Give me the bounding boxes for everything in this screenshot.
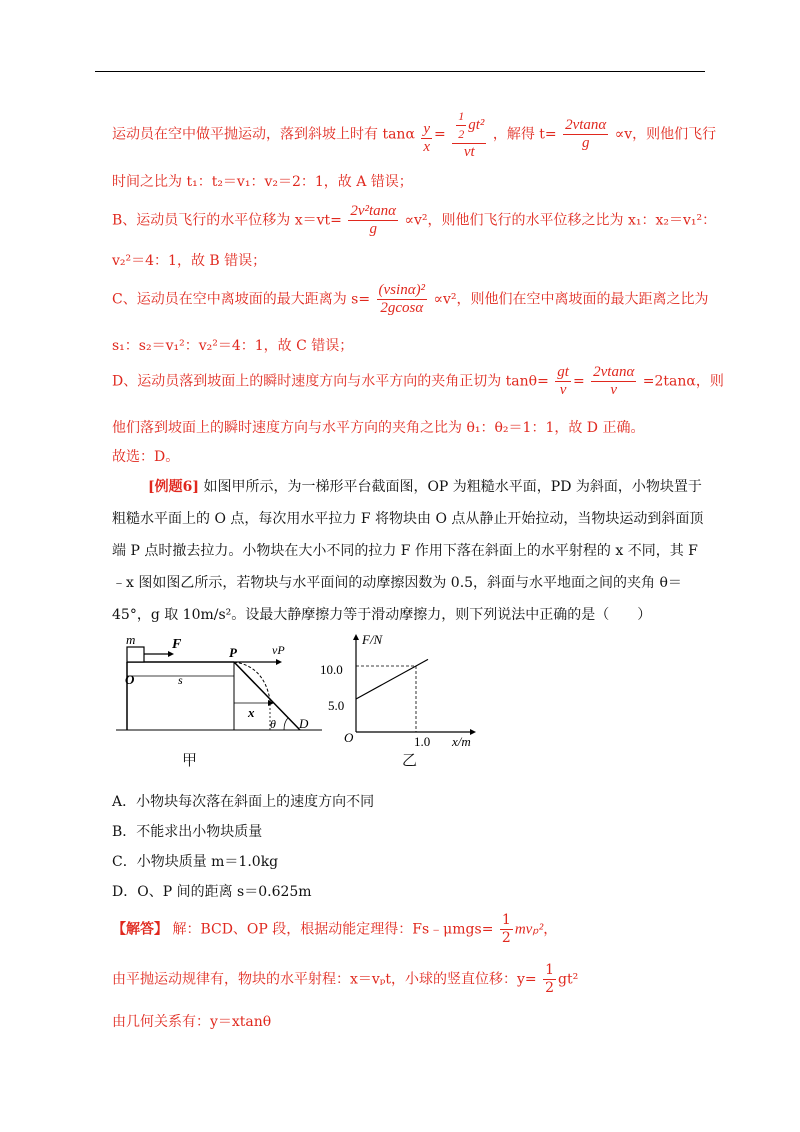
text: gt²: [558, 971, 579, 988]
solution-line-3: 由几何关系有：y＝xtanθ: [112, 1014, 272, 1030]
numerator: 1: [501, 912, 511, 928]
x-axis-label: x/m: [452, 734, 471, 749]
text: 如图甲所示，为一梯形平台截面图，OP 为粗糙水平面，PD 为斜面，小物块置于: [203, 479, 702, 495]
label-F: F: [172, 637, 182, 652]
fraction-2vtan-over-v: [591, 364, 636, 399]
fraction-y-over-x: [421, 121, 432, 156]
y-axis-label: F/N: [362, 632, 383, 647]
numerator: 2vtanα: [593, 364, 635, 380]
fraction-x: [348, 203, 398, 238]
numerator: 1: [545, 962, 555, 978]
label-theta: θ: [270, 717, 276, 731]
example-tag: [例题6]: [148, 479, 199, 495]
numerator: (vsinα)²: [378, 282, 426, 298]
numerator: 2vtanα: [565, 117, 607, 133]
fraction-t: [563, 117, 608, 152]
text: C、运动员在空中离坡面的最大距离为 s=: [112, 291, 371, 308]
text: D、运动员落到坡面上的瞬时速度方向与水平方向的夹角正切为 tanθ=: [112, 373, 549, 390]
denominator: 2gcosα: [380, 300, 424, 316]
text: ，解得 t=: [492, 126, 557, 143]
denominator: g: [581, 135, 590, 151]
text: ∝v，则他们飞行: [614, 126, 717, 143]
label-m: m: [126, 632, 136, 647]
answer-line-1: 运动员在空中做平抛运动，落到斜坡上时有 tanα $\frac{y}{x}$ = $\frac{1}{2}$ gt² vt ，解得 t= $\frac{2vtan\alpha}{g}$ ∝v，则他们飞行: [112, 109, 717, 160]
label-D: D: [299, 716, 309, 731]
answer-line-6: s₁：s₂＝v₁²：v₂²＝4：1，故 C 错误；: [112, 338, 354, 354]
example6-line-2: 粗糙水平面上的 O 点，每次用水平拉力 F 将物块由 O 点从静止开始拉动，当物块运动到斜面顶: [112, 511, 704, 527]
label-vP: vP: [272, 643, 285, 657]
mvp2: mvₚ²: [514, 921, 544, 938]
inner-num: 1: [456, 108, 466, 126]
fraction-half: [500, 912, 513, 947]
answer-line-7: D、运动员落到坡面上的瞬时速度方向与水平方向的夹角正切为 tanθ= $\frac{gt}{v}$ = $\frac{2vtan\alpha}{v}$ =2tanα，则: [112, 364, 724, 398]
gt2: gt²: [468, 116, 485, 133]
vp-arrowhead: [276, 659, 282, 665]
denominator: g: [369, 221, 377, 237]
denominator: 2: [501, 930, 511, 946]
text: 解：BCD、OP 段，根据动能定理得：Fs﹣μmgs=: [172, 921, 494, 938]
label-s: s: [178, 673, 183, 687]
denominator: x: [423, 139, 431, 155]
inner-den: 2: [458, 127, 465, 141]
header-rule: [95, 71, 705, 72]
text: ∝v²，则他们飞行的水平位移之比为 x₁：x₂＝v₁²：: [404, 212, 717, 229]
text: =2tanα，则: [642, 373, 724, 390]
numerator: 2v²tanα: [350, 203, 397, 219]
denominator: v: [610, 382, 618, 398]
block-m: [127, 647, 144, 662]
example6-line-4: ﹣x 图如图乙所示，若物块与水平面间的动摩擦因数为 0.5，斜面与水平地面之间的夹角 θ＝: [112, 575, 682, 591]
y-tick-10: 10.0: [320, 662, 343, 677]
example6-line-3: 端 P 点时撤去拉力。小物块在大小不同的拉力 F 作用下落在斜面上的水平射程的 x 不同，其 F: [112, 543, 698, 559]
solution-tag: 【解答】: [112, 921, 168, 938]
figure-jia: [116, 632, 322, 731]
figure-yi-graph: [320, 632, 476, 749]
text: ∝v²，则他们在空中离坡面的最大距离之比为: [433, 291, 709, 308]
caption-yi: 乙: [402, 751, 418, 769]
text: ，: [543, 921, 558, 938]
label-x: x: [248, 705, 255, 720]
numerator: gt: [557, 364, 569, 380]
example6-line-5: 45°，g 取 10m/s²。设最大静摩擦力等于滑动摩擦力，则下列说法中正确的是（ ）: [112, 607, 652, 623]
text: B、运动员飞行的水平位移为 x＝vt=: [112, 212, 342, 229]
option-c: C．小物块质量 m＝1.0kg: [112, 854, 279, 870]
fraction-half-gt2-over-vt: [452, 108, 486, 161]
answer-line-5: [112, 282, 709, 317]
fraction-gt-over-v: [555, 364, 571, 399]
label-O: O: [125, 672, 135, 687]
answer-line-9: 故选：D。: [112, 449, 180, 465]
solution-line-1: [112, 912, 557, 947]
option-b: B．不能求出小物块质量: [112, 824, 263, 840]
origin-label: O: [344, 730, 354, 745]
series-line-F: [356, 659, 428, 699]
denominator: v: [559, 382, 567, 398]
denominator: 2: [545, 980, 555, 996]
fraction-half-2: [543, 962, 556, 997]
answer-line-8: 他们落到坡面上的瞬时速度方向与水平方向的夹角之比为 θ₁：θ₂＝1：1，故 D 正确。: [112, 420, 645, 436]
x-axis-arrow: [470, 729, 476, 735]
text: 由平抛运动规律有，物块的水平射程：x＝vₚt，小球的竖直位移：y=: [112, 971, 537, 988]
solution-line-2: [112, 962, 578, 997]
numerator: [452, 108, 486, 144]
denominator: vt: [463, 144, 475, 160]
label-P: P: [229, 645, 237, 660]
text: 运动员在空中做平抛运动，落到斜坡上时有 tanα: [112, 126, 415, 143]
answer-line-4: v₂²＝4：1，故 B 错误；: [112, 253, 267, 269]
answer-line-3: [112, 203, 716, 238]
y-tick-5: 5.0: [328, 698, 345, 713]
x-tick-1: 1.0: [414, 734, 431, 749]
numerator: y: [423, 121, 431, 137]
y-axis-arrow: [353, 634, 359, 640]
fraction-s: [377, 282, 428, 317]
option-d: D．O、P 间的距离 s＝0.625m: [112, 884, 312, 900]
angle-arc: [284, 718, 288, 730]
option-a: A．小物块每次落在斜面上的速度方向不同: [112, 794, 375, 810]
answer-line-2: 时间之比为 t₁：t₂＝v₁：v₂＝2：1，故 A 错误；: [112, 174, 413, 190]
slope-pd: [234, 662, 300, 730]
figures: [112, 630, 492, 780]
example6-line-1: [148, 477, 702, 497]
caption-jia: 甲: [182, 751, 198, 769]
